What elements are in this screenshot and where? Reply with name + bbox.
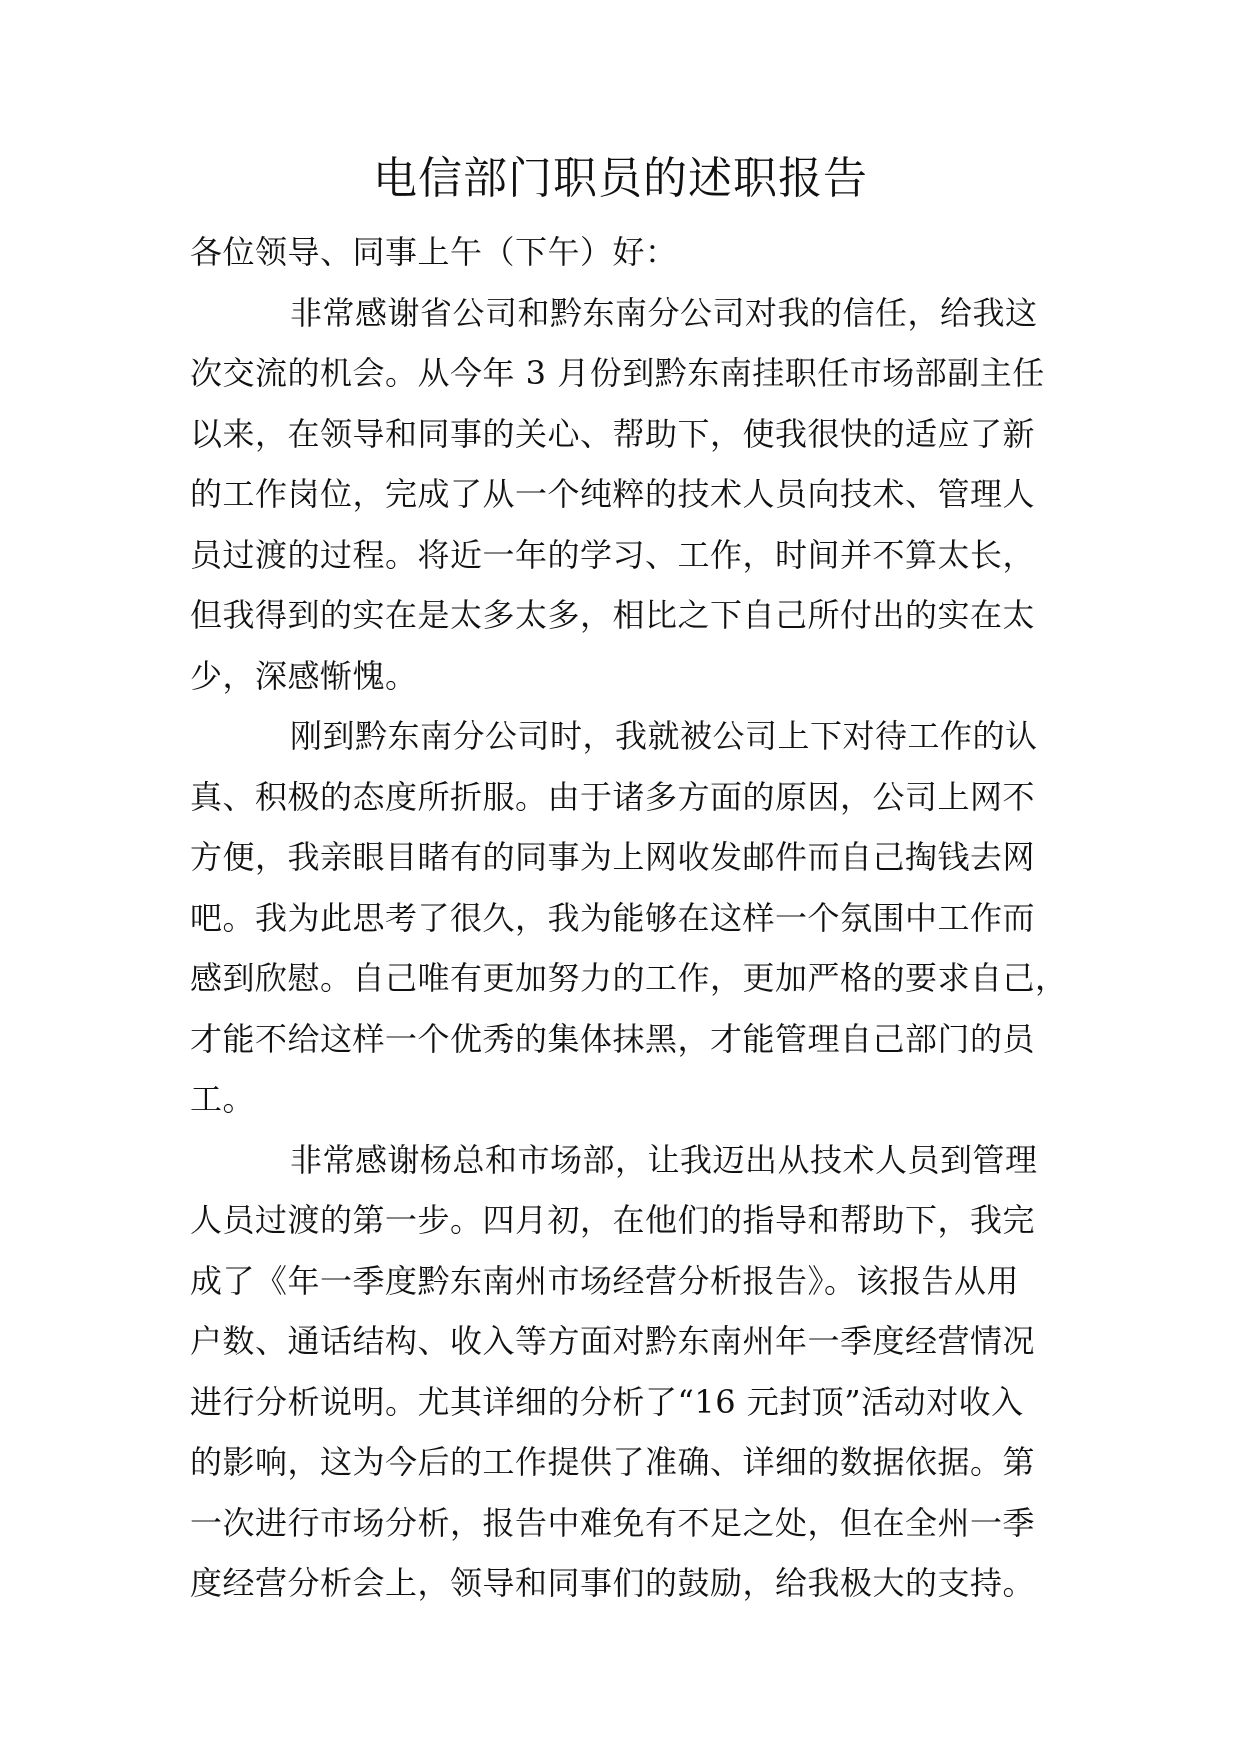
- paragraph-line: 吧。我为此思考了很久，我为能够在这样一个氛围中工作而: [190, 898, 1036, 937]
- paragraph-line: 人员过渡的第一步。四月初，在他们的指导和帮助下，我完: [190, 1201, 1036, 1239]
- document-body: [190, 222, 1068, 1614]
- paragraph-line: 的工作岗位，完成了从一个纯粹的技术人员向技术、管理人: [190, 475, 1036, 513]
- paragraph-line: 真、积极的态度所折服。由于诸多方面的原因，公司上网不: [190, 777, 1036, 816]
- paragraph-line: 次交流的机会。从今年 3 月份到黔东南挂职任市场部副主任: [190, 354, 1045, 392]
- paragraph-line: 度经营分析会上，领导和同事们的鼓励，给我极大的支持。: [190, 1564, 1036, 1602]
- paragraph-line: 但我得到的实在是太多太多，相比之下自己所付出的实在太: [190, 596, 1036, 634]
- page-title: 电信部门职员的述职报告: [373, 153, 868, 204]
- paragraph-line: 才能不给这样一个优秀的集体抹黑，才能管理自己部门的员: [190, 1019, 1036, 1058]
- paragraph-line: 工。: [190, 1080, 256, 1118]
- paragraph-line: 员过渡的过程。将近一年的学习、工作，时间并不算太长，: [190, 535, 1036, 574]
- paragraph-2: [190, 706, 1068, 1130]
- paragraph-line: 户数、通话结构、收入等方面对黔东南州年一季度经营情况: [190, 1322, 1036, 1360]
- paragraph-line: 一次进行市场分析，报告中难免有不足之处，但在全州一季: [190, 1503, 1036, 1542]
- paragraph-line: 以来，在领导和同事的关心、帮助下，使我很快的适应了新: [190, 414, 1036, 453]
- paragraph-line: 非常感谢杨总和市场部，让我迈出从技术人员到管理: [290, 1140, 1038, 1179]
- paragraph-line: 少，深感惭愧。: [190, 656, 418, 695]
- paragraph-line: 非常感谢省公司和黔东南分公司对我的信任，给我这: [290, 293, 1038, 332]
- paragraph-line: 感到欣慰。自己唯有更加努力的工作，更加严格的要求自己，: [190, 959, 1068, 997]
- paragraph-line: 成了《年一季度黔东南州市场经营分析报告》。该报告从用: [190, 1261, 1020, 1300]
- paragraph-3: [190, 1130, 1050, 1614]
- paragraph-line: 方便，我亲眼目睹有的同事为上网收发邮件而自己掏钱去网: [190, 838, 1036, 876]
- greeting-line: 各位领导、同事上午（下午）好：: [190, 233, 678, 271]
- paragraph-line: 进行分析说明。尤其详细的分析了“16 元封顶”活动对收入: [190, 1382, 1024, 1421]
- paragraph-line: 的影响，这为今后的工作提供了准确、详细的数据依据。第: [190, 1443, 1036, 1481]
- paragraph-line: 刚到黔东南分公司时，我就被公司上下对待工作的认: [290, 717, 1038, 755]
- paragraph-1: [190, 283, 1050, 707]
